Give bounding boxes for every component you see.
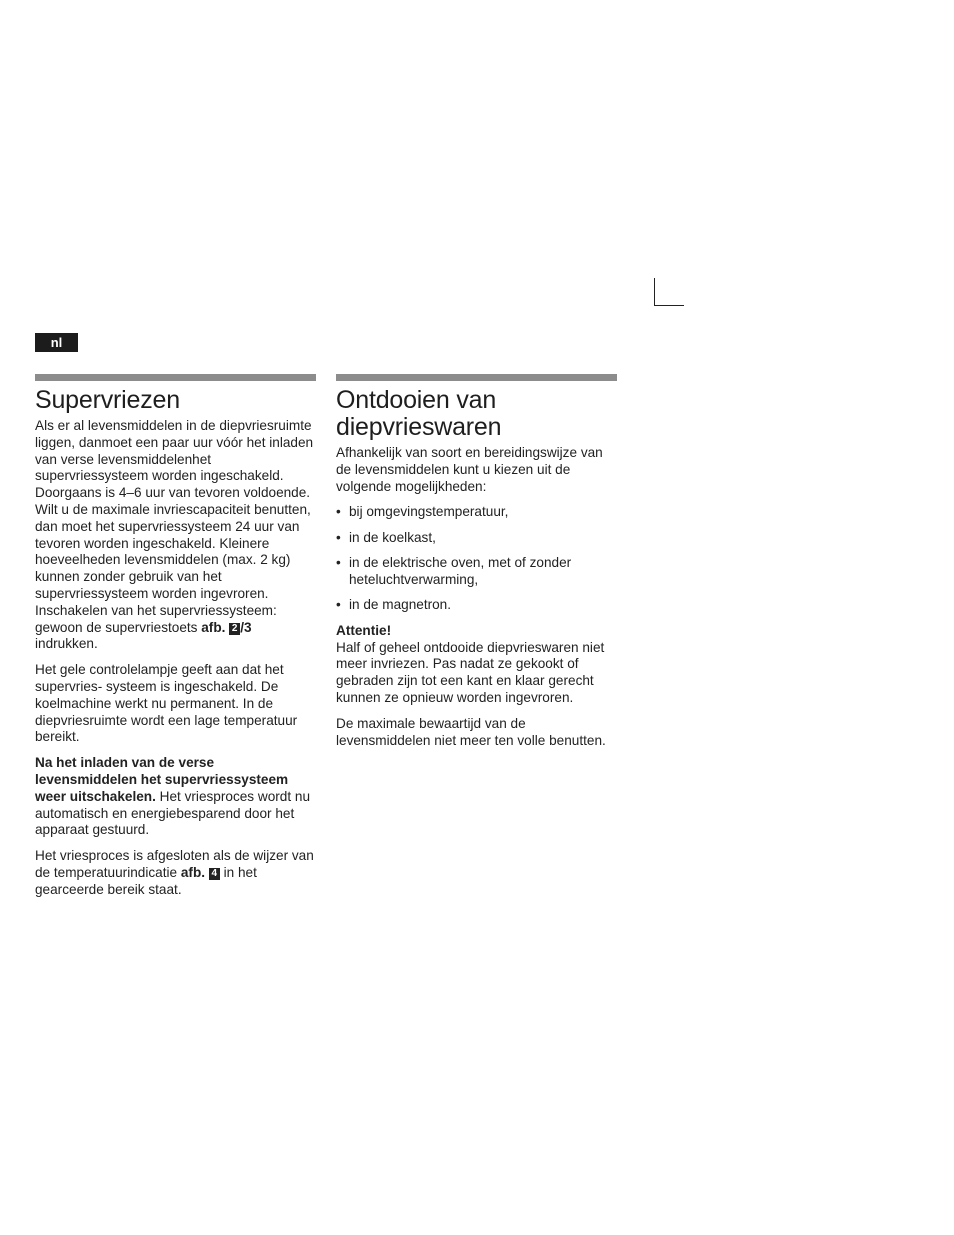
figure-number-badge: 2 <box>229 623 240 635</box>
attention-heading: Attentie! <box>336 622 392 638</box>
figure-number-badge: 4 <box>209 868 220 880</box>
paragraph-uitschakelen <box>35 755 316 839</box>
list-item-text: in de elektrische oven, met of zonder heteluchtverwarming, <box>349 555 572 587</box>
paragraph-end: indrukken. <box>35 636 98 652</box>
paragraph-text: Het vriesproces is afgesloten als de wijzer van de temperatuurindicatie <box>35 848 314 880</box>
intro-paragraph: Afhankelijk van soort en bereidingswijze van de levensmiddelen kunt u kiezen uit de volgende mogelijkheden: <box>336 445 603 494</box>
bullet-icon: • <box>336 555 341 571</box>
paragraph-controlelampje: Het gele controlelampje geeft aan dat het supervries- systeem is ingeschakeld. De koelmachine werkt nu permanent. In de diepvriesruimte wordt een lage temperatuur bereikt. <box>35 662 298 745</box>
section-rule <box>336 374 617 381</box>
section-ontdooien <box>336 374 617 758</box>
section-title <box>336 387 617 441</box>
bullet-icon: • <box>336 529 341 545</box>
paragraph-text: Het vriesproces wordt nu automatisch en energiebesparend door het apparaat gestuurd. <box>35 788 311 838</box>
bold-instruction: Na het inladen van de verse levensmiddelen het supervriessysteem weer uitschakelen. <box>35 755 289 804</box>
closing-paragraph: De maximale bewaartijd van de levensmiddelen niet meer ten volle benutten. <box>336 715 606 748</box>
crop-mark-horizontal <box>654 305 684 306</box>
list-item <box>336 530 617 547</box>
list-item-text: in de magnetron. <box>349 597 452 613</box>
crop-mark-vertical <box>654 278 655 306</box>
bullet-icon: • <box>336 504 341 520</box>
section-rule <box>35 374 316 381</box>
language-badge: nl <box>35 333 78 352</box>
paragraph-text: Als er al levensmiddelen in de diepvriesruimte liggen, danmoet een paar uur vóór het inladen van verse levensmiddelenhet supervriessysteem worden ingeschakeld. Doorgaans is 4–6 uur van tevoren voldoende. Wilt u de maximale invriescapaciteit benutten, dan moet het supervriessysteem 24 uur van tevoren worden ingeschakeld. Kleinere hoeveelheden levensmiddelen (max. 2 kg) kunnen zonder gebruik van het supervriessysteem worden ingevroren. Inschakelen van het supervriessysteem: gewoon de supervriestoets <box>35 418 314 635</box>
options-list <box>336 504 617 614</box>
section-title: Supervriezen <box>35 386 180 414</box>
title-line: Ontdooien van <box>336 386 497 414</box>
figure-reference: afb. <box>180 864 206 880</box>
bullet-icon: • <box>336 597 341 613</box>
figure-suffix: /3 <box>240 619 252 635</box>
list-item <box>336 597 617 614</box>
paragraph-afgesloten <box>35 848 316 898</box>
paragraph-end: in het gearceerde bereik staat. <box>35 864 257 897</box>
figure-reference: afb. <box>201 619 226 635</box>
attention-paragraph: Half of geheel ontdooide diepvrieswaren niet meer invriezen. Pas nadat ze gekookt of gebraden zijn tot een kant en klaar gerecht kunnen ze opnieuw worden ingevroren. <box>336 639 605 705</box>
list-item-text: in de koelkast, <box>349 529 436 545</box>
list-item <box>336 555 617 589</box>
section-supervriezen <box>35 374 316 908</box>
list-item-text: bij omgevingstemperatuur, <box>349 504 509 520</box>
title-line: diepvrieswaren <box>336 413 502 441</box>
list-item <box>336 504 617 521</box>
paragraph-inschakelen <box>35 418 316 653</box>
